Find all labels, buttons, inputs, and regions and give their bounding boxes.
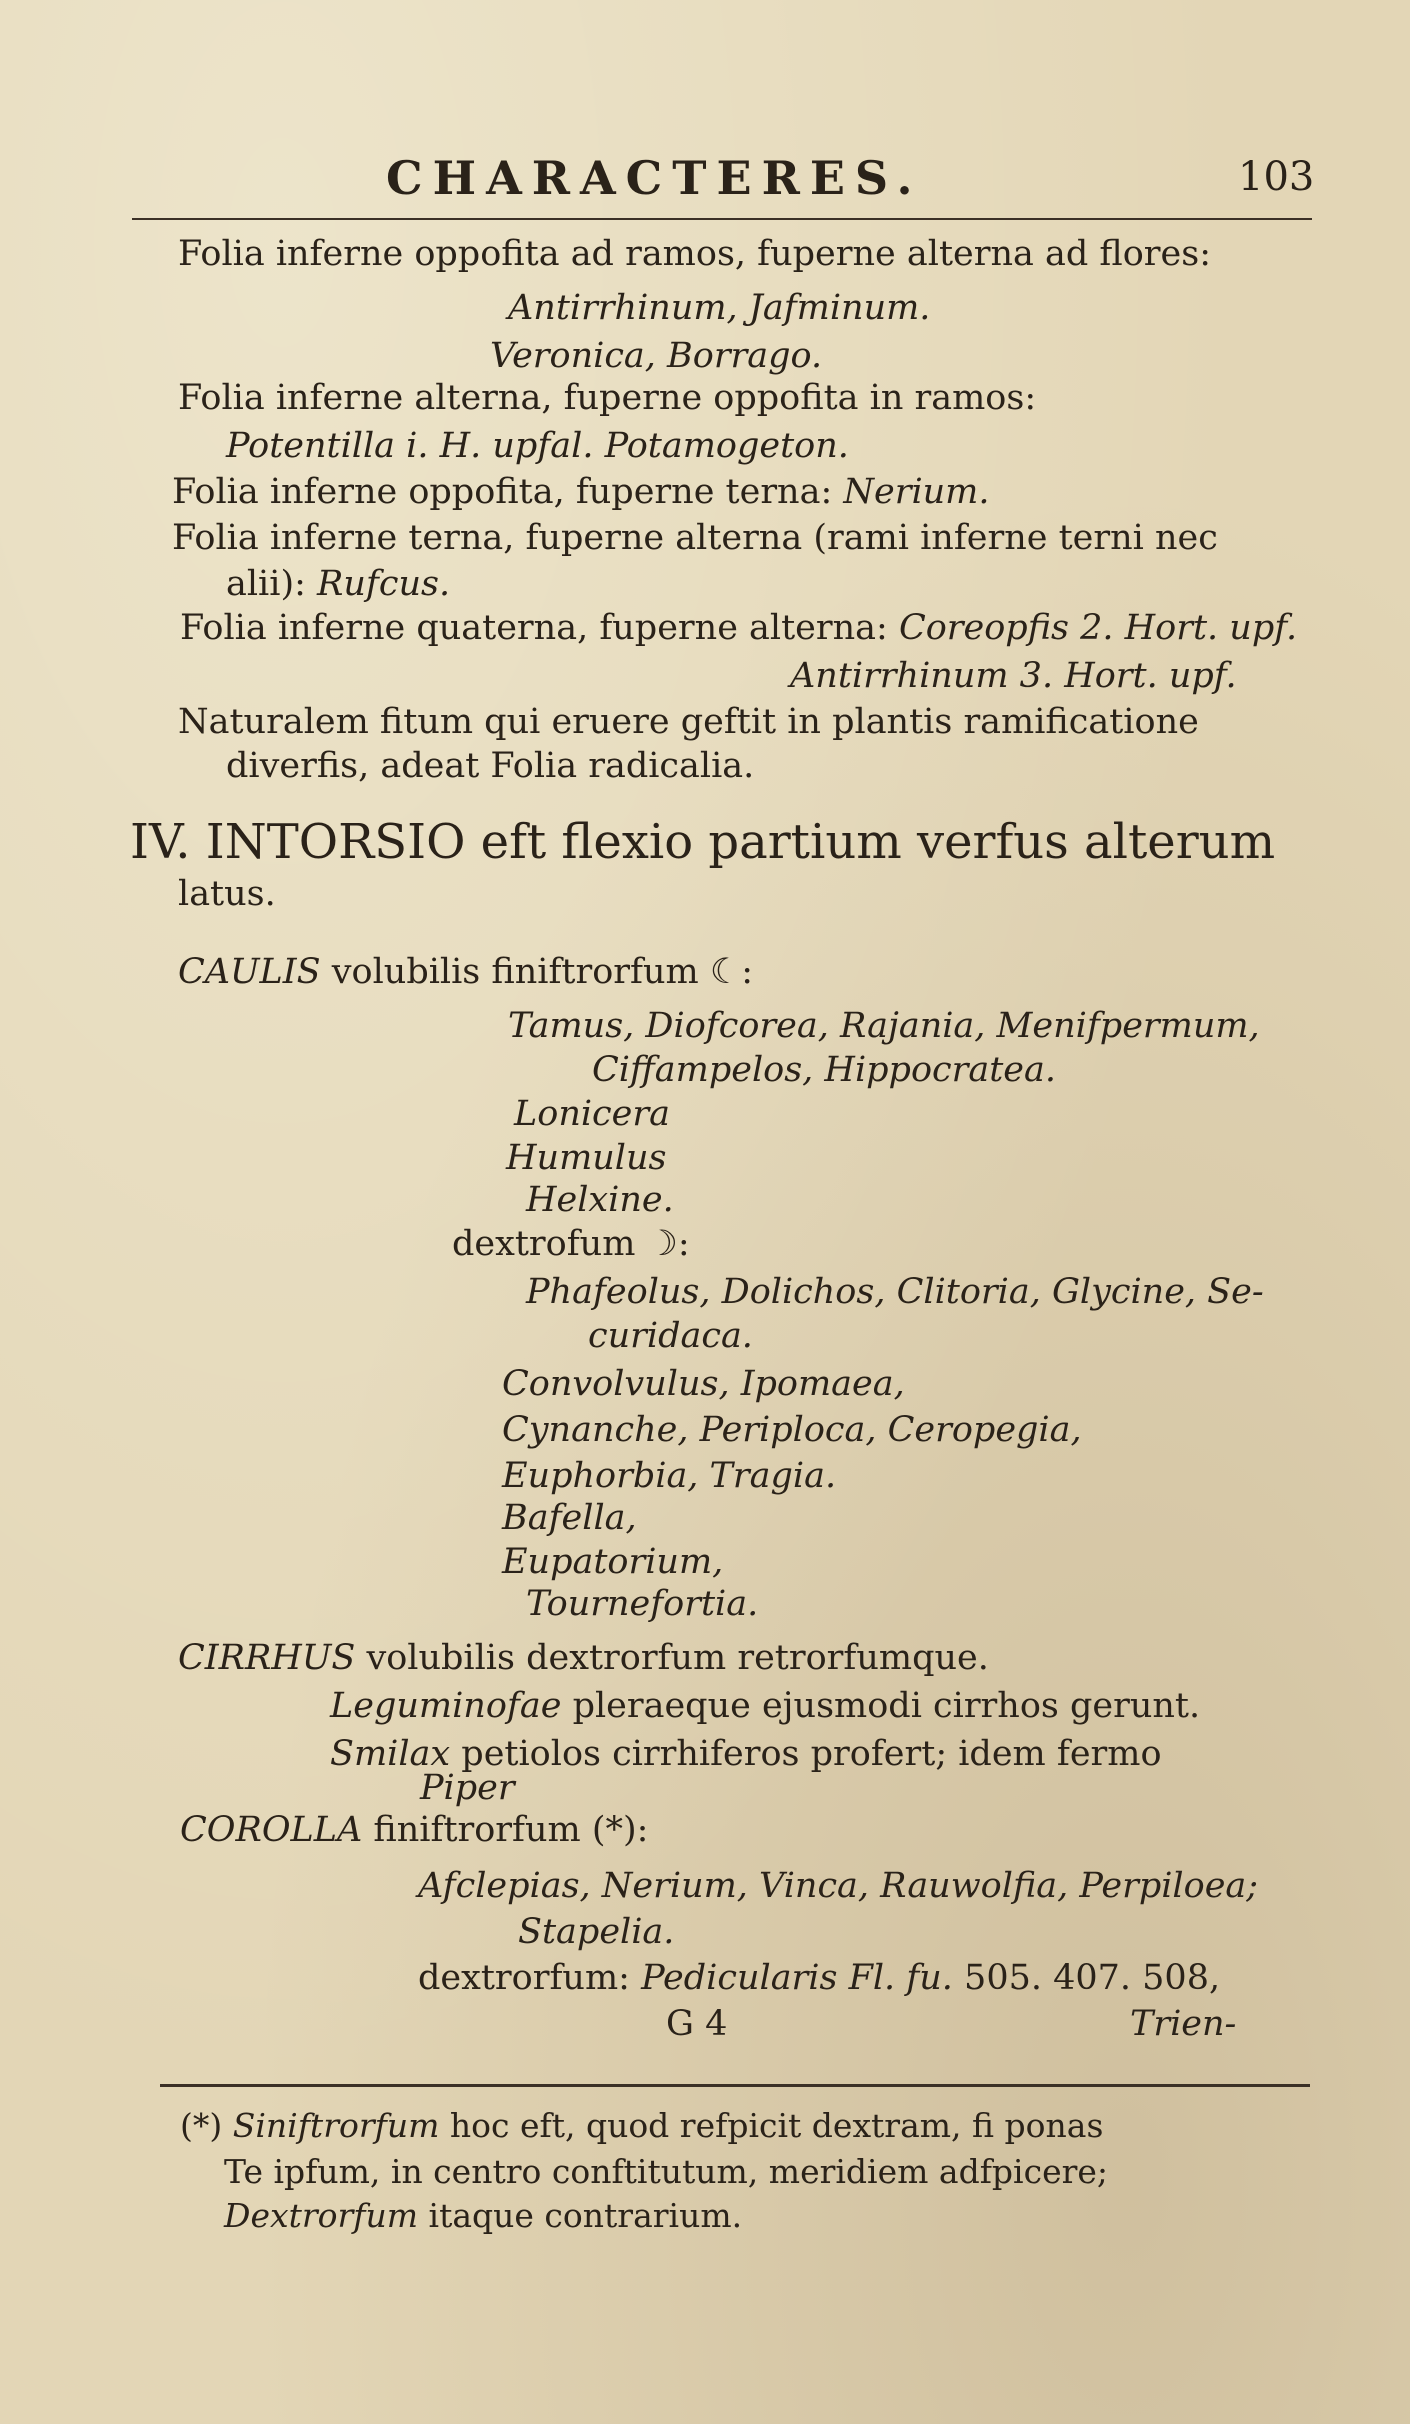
text-line: Cynanche, Periploca, Ceropegia, — [502, 1410, 1082, 1450]
footnote-line: (*) Siniftrorfum hoc eft, quod refpicit dextram, fi ponas — [180, 2106, 1104, 2145]
text-line: Tamus, Diofcorea, Rajania, Menifpermum, — [508, 1006, 1260, 1046]
text-line: Euphorbia, Tragia. — [502, 1456, 837, 1496]
text-line: Piper — [420, 1768, 515, 1808]
text-line: COROLLA finiftrorfum (*): — [180, 1810, 649, 1850]
text-line: diverfis, adeat Folia radicalia. — [226, 746, 755, 786]
text-line: Tournefortia. — [526, 1584, 759, 1624]
text-line: Leguminofae pleraeque ejusmodi cirrhos gerunt. — [330, 1686, 1201, 1726]
signature-mark: G 4 — [666, 2004, 728, 2044]
page-number: 103 — [1238, 154, 1315, 200]
text-line: Bafella, — [502, 1498, 637, 1538]
text-line: Eupatorium, — [502, 1542, 724, 1582]
catchword: Trien- — [1130, 2004, 1237, 2044]
text-line: Phafeolus, Dolichos, Clitoria, Glycine, Se- — [526, 1272, 1264, 1312]
text-line: Folia inferne oppofita ad ramos, fuperne alterna ad flores: — [178, 234, 1211, 274]
text-line: curidaca. — [588, 1316, 753, 1356]
text-line: Lonicera — [514, 1094, 670, 1134]
text-line: Convolvulus, Ipomaea, — [502, 1364, 905, 1404]
text-line: Antirrhinum 3. Hort. upf. — [790, 656, 1237, 696]
text-line: latus. — [178, 874, 276, 914]
text-line: Potentilla i. H. upfal. Potamogeton. — [226, 426, 849, 466]
footnote-line: Dextrorfum itaque contrarium. — [224, 2196, 743, 2235]
running-title: CHARACTERES. — [386, 151, 923, 205]
text-line: Smilax petiolos cirrhiferos profert; idem fermo — [330, 1734, 1162, 1774]
text-line: Stapelia. — [518, 1912, 675, 1952]
text-line: Folia inferne alterna, fuperne oppofita in ramos: — [178, 378, 1037, 418]
text-line: CAULIS volubilis finiftrorfum ☾: — [178, 952, 753, 992]
text-line: Afclepias, Nerium, Vinca, Rauwolfia, Perpiloea; — [418, 1866, 1259, 1906]
section-heading: IV. INTORSIO eft flexio partium verfus alterum — [130, 814, 1276, 870]
text-line: dextrorfum: Pedicularis Fl. fu. 505. 407. 508, — [418, 1958, 1221, 1998]
footnote-rule — [160, 2084, 1310, 2087]
text-line: Folia inferne quaterna, fuperne alterna: Coreopfis 2. Hort. upf. — [180, 608, 1298, 648]
text-line: Naturalem fitum qui eruere geftit in plantis ramificatione — [178, 702, 1199, 742]
text-line: CIRRHUS volubilis dextrorfum retrorfumque. — [178, 1638, 989, 1678]
text-line: Folia inferne terna, fuperne alterna (rami inferne terni nec — [172, 518, 1218, 558]
text-line: Folia inferne oppofita, fuperne terna: Nerium. — [172, 472, 990, 512]
text-line: alii): Rufcus. — [226, 564, 451, 604]
footnote-line: Te ipfum, in centro conftitutum, meridiem adfpicere; — [224, 2152, 1109, 2191]
text-line: Ciffampelos, Hippocratea. — [592, 1050, 1056, 1090]
text-line: Antirrhinum, Jafminum. — [508, 288, 931, 328]
text-line: Humulus — [506, 1138, 667, 1178]
text-line: dextrofum ☽: — [452, 1224, 690, 1264]
text-line: Veronica, Borrago. — [490, 336, 823, 376]
text-line: Helxine. — [526, 1180, 674, 1220]
header-rule — [132, 218, 1312, 220]
